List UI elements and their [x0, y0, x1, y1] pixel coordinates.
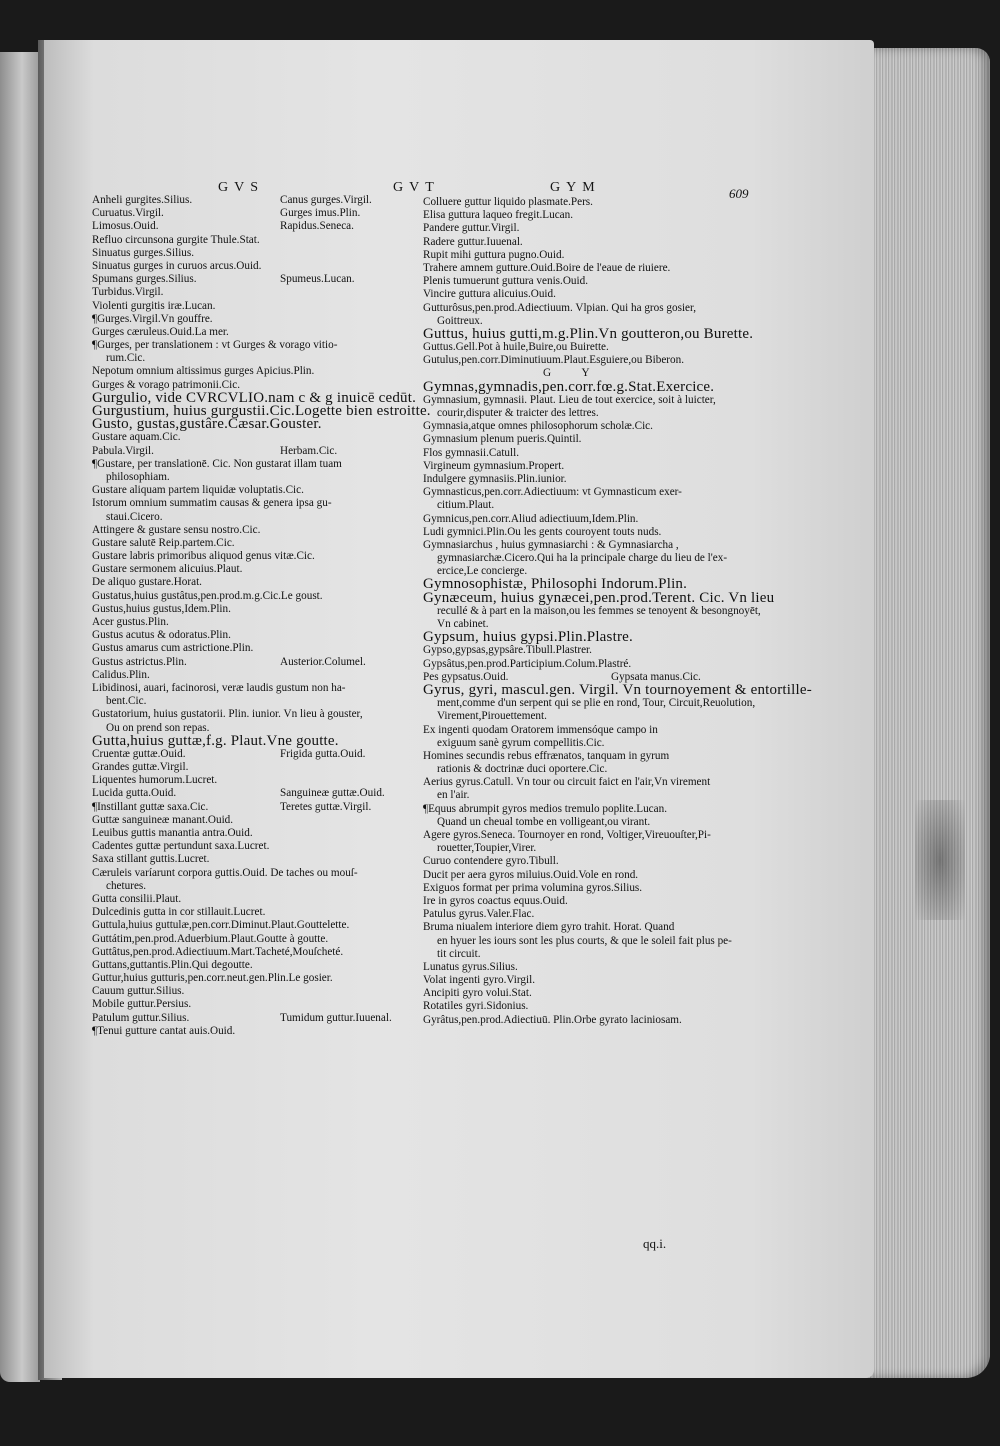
- dictionary-line: [423, 855, 743, 868]
- entry-text: Homines secundis rebus effrænatos, tanquam in gyrum: [423, 749, 670, 762]
- dictionary-line: [92, 273, 412, 286]
- dictionary-line: [92, 893, 412, 906]
- dictionary-line: [92, 590, 412, 603]
- entry-text-secondary: Gurges imus.Plin.: [280, 207, 361, 220]
- entry-text: De aliquo gustare.Horat.: [92, 576, 202, 589]
- entry-text: Pabula.Virgil.: [92, 444, 154, 457]
- dictionary-line: [92, 1012, 412, 1025]
- dictionary-line: [92, 682, 412, 695]
- dictionary-line: [92, 431, 412, 444]
- page-stain: [915, 800, 965, 920]
- dictionary-line: [92, 801, 412, 814]
- dictionary-line: [423, 658, 743, 671]
- dictionary-line: [423, 1000, 743, 1013]
- dictionary-line: [423, 644, 743, 657]
- entry-text: Quand un cheual tombe en volligeant,ou virant.: [437, 815, 651, 828]
- entry-text: Refluo circunsona gurgite Thule.Stat.: [92, 233, 260, 246]
- dictionary-line: [92, 880, 412, 893]
- dictionary-line: [423, 526, 743, 539]
- dictionary-line: [423, 697, 756, 710]
- entry-text: Dulcedinis gutta in cor stillauit.Lucret.: [92, 906, 266, 919]
- dictionary-line: [423, 378, 743, 395]
- entry-text: Guttula,huius guttulæ,pen.corr.Diminut.Plaut.Gouttelette.: [92, 919, 350, 932]
- dictionary-line: [423, 486, 743, 499]
- headword-entry: Gutta,huius guttæ,f.g. Plaut.Vne goutte.: [92, 732, 339, 749]
- dictionary-line: [92, 708, 412, 721]
- dictionary-line: [92, 286, 412, 299]
- entry-text: Guttátim,pen.prod.Aduerbium.Plaut.Goutte à goutte.: [92, 932, 329, 945]
- entry-text: Saxa stillant guttis.Lucret.: [92, 853, 210, 866]
- dictionary-line: [423, 1014, 743, 1027]
- entry-text-secondary: Teretes guttæ.Virgil.: [280, 800, 372, 813]
- dictionary-line: [92, 300, 412, 313]
- running-head-right: GYM: [550, 180, 601, 195]
- headword-entry: Gyrus, gyri, mascul.gen. Virgil. Vn tournoyement & entortille-: [423, 681, 812, 698]
- entry-text: Ire in gyros coactus equus.Ouid.: [423, 894, 568, 907]
- headword-entry: Guttus, huius gutti,m.g.Plin.Vn goutteron,ou Burette.: [423, 325, 754, 342]
- dictionary-line: [423, 737, 743, 750]
- entry-text: Goittreux.: [437, 314, 483, 327]
- dictionary-line: [92, 458, 412, 471]
- headword-entry: Gurgulio, vide CVRCVLIO.nam c & g inuicē cedūt.: [92, 389, 417, 406]
- dictionary-line: [92, 194, 412, 207]
- entry-text: Sinuatus gurges in curuos arcus.Ouid.: [92, 259, 262, 272]
- dictionary-line: [423, 789, 743, 802]
- dictionary-line: [92, 827, 412, 840]
- dictionary-line: [423, 262, 743, 275]
- dictionary-line: [423, 631, 743, 644]
- dictionary-line: [92, 603, 412, 616]
- entry-text-secondary: Canus gurges.Virgil.: [280, 194, 372, 206]
- dictionary-line: [92, 220, 412, 233]
- dictionary-line: [92, 761, 412, 774]
- entry-text: Gutturôsus,pen.prod.Adiectiuum. Vlpian. Qui ha gros gosier,: [423, 301, 697, 314]
- entry-text: Vn cabinet.: [437, 618, 489, 630]
- dictionary-line: [423, 341, 743, 354]
- dictionary-line: [92, 906, 412, 919]
- dictionary-line: [92, 1025, 412, 1038]
- entry-text: Istorum omnium summatim causas & genera ipsa gu-: [92, 497, 332, 510]
- entry-text: ¶Equus abrumpit gyros medios tremulo poplite.Lucan.: [423, 802, 668, 815]
- dictionary-line: [92, 352, 412, 365]
- entry-text: Plenis tumuerunt guttura venis.Ouid.: [423, 275, 588, 288]
- entry-text: Cauum guttur.Silius.: [92, 985, 185, 998]
- page-fore-edge: [858, 48, 990, 1378]
- entry-text: Cruentæ guttæ.Ouid.: [92, 747, 186, 760]
- entry-text: Guttur,huius gutturis,pen.corr.neut.gen.Plin.Le gosier.: [92, 972, 333, 985]
- entry-text: ¶Gurges.Virgil.Vn gouffre.: [92, 312, 213, 325]
- right-column: [423, 196, 812, 1027]
- entry-text: gymnasiarchæ.Cicero.Qui ha la principale charge du lieu de l'ex-: [437, 552, 728, 565]
- entry-text: Rupit mihi guttura pugno.Ouid.: [423, 248, 565, 261]
- section-letters: G Y: [543, 367, 604, 380]
- dictionary-line: [92, 234, 412, 247]
- dictionary-line: [423, 236, 743, 249]
- entry-text: Virement,Pirouettement.: [437, 710, 547, 723]
- entry-text: Libidinosi, auari, facinorosi, veræ laudis gustum non ha-: [92, 681, 346, 694]
- dictionary-line: [423, 842, 743, 855]
- headword-entry: Gypsum, huius gypsi.Plin.Plastre.: [423, 629, 633, 646]
- dictionary-line: [423, 222, 743, 235]
- entry-text: Cæruleis varíarunt corpora guttis.Ouid. De taches ou mouſ-: [92, 866, 358, 879]
- entry-text: philosophiam.: [106, 470, 170, 483]
- dictionary-line: [423, 447, 743, 460]
- entry-text: Gypso,gypsas,gypsâre.Tibull.Plastrer.: [423, 644, 592, 657]
- entry-text-secondary: Frigida gutta.Ouid.: [280, 747, 366, 760]
- dictionary-line: [423, 987, 743, 1000]
- entry-text: Radere guttur.Iuuenal.: [423, 235, 523, 248]
- entry-text: Colluere guttur liquido plasmate.Pers.: [423, 196, 593, 208]
- dictionary-line: [92, 998, 412, 1011]
- dictionary-line: [423, 420, 743, 433]
- entry-text: ¶Instillant guttæ saxa.Cic.: [92, 800, 209, 813]
- dictionary-line: [423, 961, 743, 974]
- dictionary-line: [92, 669, 412, 682]
- entry-text: courir,disputer & traicter des lettres.: [437, 407, 599, 419]
- entry-text-secondary: Spumeus.Lucan.: [280, 273, 355, 286]
- dictionary-line: [423, 948, 743, 961]
- entry-text: Calidus.Plin.: [92, 668, 150, 681]
- entry-text: rouetter,Toupier,Virer.: [437, 842, 537, 855]
- dictionary-line: [92, 814, 412, 827]
- entry-text: Leuibus guttis manantia antra.Ouid.: [92, 827, 253, 839]
- dictionary-line: [423, 750, 743, 763]
- dictionary-line: [423, 288, 743, 301]
- entry-text: Virgineum gymnasium.Propert.: [423, 459, 565, 472]
- entry-text: Gustare aliquam partem liquidæ voluptatis.Cic.: [92, 484, 304, 497]
- entry-text: Gutulus,pen.corr.Diminutiuum.Plaut.Esguiere,ou Biberon.: [423, 354, 685, 367]
- dictionary-line: [92, 511, 412, 524]
- entry-text: Gypsâtus,pen.prod.Participium.Colum.Plastré.: [423, 657, 632, 670]
- entry-text: Pes gypsatus.Ouid.: [423, 670, 509, 683]
- entry-text: rum.Cic.: [106, 352, 146, 365]
- dictionary-line: [92, 732, 412, 749]
- dictionary-line: [423, 803, 743, 816]
- entry-text-secondary: Herbam.Cic.: [280, 444, 338, 457]
- entry-text-secondary: Austerior.Columel.: [280, 655, 366, 668]
- dictionary-line: [423, 908, 743, 921]
- dictionary-line: [423, 552, 743, 565]
- dictionary-line: [92, 550, 412, 563]
- running-head-middle: GVT: [393, 180, 440, 195]
- dictionary-line: [423, 869, 743, 882]
- entry-text: Gymnasia,atque omnes philosophorum scholæ.Cic.: [423, 420, 653, 433]
- entry-text: Ancipiti gyro volui.Stat.: [423, 987, 532, 1000]
- entry-text: Nepotum omnium altissimus gurges Apicius.Plin.: [92, 365, 315, 378]
- dictionary-line: [423, 196, 743, 209]
- entry-text: staui.Cicero.: [106, 510, 163, 523]
- dictionary-line: [423, 407, 743, 420]
- entry-text: Gustare aquam.Cic.: [92, 431, 181, 444]
- entry-text-secondary: Rapidus.Seneca.: [280, 220, 354, 233]
- entry-text: Elisa guttura laqueo fregit.Lucan.: [423, 209, 574, 222]
- entry-text-secondary: Tumidum guttur.Iuuenal.: [280, 1011, 392, 1024]
- dictionary-line: [92, 471, 412, 484]
- entry-text: ¶Gurges, per translationem : vt Gurges & vorago vitio-: [92, 339, 338, 352]
- dictionary-line: [423, 473, 743, 486]
- entry-text: Gyrâtus,pen.prod.Adiectiuū. Plin.Orbe gyrato laciniosam.: [423, 1013, 682, 1026]
- entry-text: Acer gustus.Plin.: [92, 616, 169, 628]
- entry-text: Lunatus gyrus.Silius.: [423, 960, 518, 973]
- entry-text: Exiguos format per prima volumina gyros.Silius.: [423, 881, 643, 894]
- entry-text: chetures.: [106, 879, 147, 892]
- dictionary-line: [423, 776, 743, 789]
- entry-text: Gymnasiarchus , huius gymnasiarchi : & Gymnasiarcha ,: [423, 538, 679, 551]
- dictionary-line: [92, 247, 412, 260]
- entry-text: Ex ingenti quodam Oratorem immensóque campo in: [423, 723, 658, 736]
- dictionary-line: [423, 589, 775, 606]
- dictionary-line: [423, 921, 743, 934]
- entry-text: Gustare salutē Reip.partem.Cic.: [92, 536, 235, 549]
- dictionary-line: [423, 724, 743, 737]
- dictionary-line: [423, 275, 743, 288]
- entry-text: ¶Gustare, per translationē. Cic. Non gustarat illam tuam: [92, 457, 342, 470]
- entry-text: Gurges & vorago patrimonii.Cic.: [92, 378, 241, 391]
- dictionary-line: [92, 695, 412, 708]
- dictionary-line: [423, 974, 743, 987]
- entry-text: Patulus gyrus.Valer.Flac.: [423, 908, 535, 921]
- entry-text: Cadentes guttæ pertundunt saxa.Lucret.: [92, 840, 270, 853]
- entry-text: en hyuer les iours sont les plus courts, & que le soleil fait plus pe-: [437, 934, 732, 947]
- entry-text: Violenti gurgitis iræ.Lucan.: [92, 299, 216, 312]
- dictionary-line: [92, 445, 412, 458]
- entry-text: Gustus acutus & odoratus.Plin.: [92, 629, 231, 642]
- entry-text: rationis & doctrinæ duci oportere.Cic.: [437, 763, 608, 776]
- dictionary-line: [92, 867, 412, 880]
- dictionary-line: [92, 497, 412, 510]
- dictionary-line: [423, 935, 743, 948]
- headword-entry: Gynæceum, huius gynæcei,pen.prod.Terent. Cic. Vn lieu: [423, 589, 775, 606]
- entry-text: Turbidus.Virgil.: [92, 286, 164, 299]
- entry-text: Indulgere gymnasiis.Plin.iunior.: [423, 472, 567, 485]
- entry-text: Patulum guttur.Silius.: [92, 1011, 190, 1024]
- entry-text: ment,comme d'un serpent qui se plie en rond, Tour, Circuit,Reuolution,: [437, 697, 756, 710]
- entry-text: Flos gymnasii.Catull.: [423, 446, 520, 459]
- dictionary-line: [423, 302, 743, 315]
- entry-text: ercice,Le concierge.: [437, 565, 528, 578]
- entry-text-secondary: Sanguineæ guttæ.Ouid.: [280, 787, 385, 800]
- entry-text: Gustare labris primoribus aliquod genus vitæ.Cic.: [92, 550, 315, 563]
- running-head-left: GVS: [218, 180, 265, 195]
- dictionary-line: [92, 919, 412, 932]
- dictionary-line: [92, 326, 412, 339]
- entry-text: bent.Cic.: [106, 695, 147, 708]
- entry-text: citium.Plaut.: [437, 499, 495, 512]
- dictionary-line: [92, 576, 412, 589]
- dictionary-line: [92, 946, 412, 959]
- dictionary-line: [423, 829, 743, 842]
- entry-text: Curuo contendere gyro.Tibull.: [423, 855, 559, 868]
- entry-text: exiguum sanè gyrum compellitis.Cic.: [437, 736, 605, 749]
- dictionary-line: [423, 249, 743, 262]
- dictionary-line: [92, 537, 412, 550]
- entry-text: Guttæ sanguineæ manant.Ouid.: [92, 813, 234, 826]
- entry-text: Pandere guttur.Virgil.: [423, 222, 520, 235]
- entry-text: Limosus.Ouid.: [92, 220, 159, 233]
- entry-text: Grandes guttæ.Virgil.: [92, 761, 189, 774]
- dictionary-line: [423, 882, 743, 895]
- page-number: 609: [729, 186, 749, 201]
- entry-text: Guttus.Gell.Pot à huile,Buire,ou Buirette.: [423, 341, 609, 354]
- entry-text: Gustatus,huius gustâtus,pen.prod.m.g.Cic.Le goust.: [92, 589, 323, 602]
- dictionary-line: [92, 207, 412, 220]
- entry-text: Agere gyros.Seneca. Tournoyer en rond, Voltiger,Vireuouſter,Pi-: [423, 829, 711, 841]
- entry-text: Lucida gutta.Ouid.: [92, 787, 177, 800]
- dictionary-line: [92, 959, 412, 972]
- entry-text: Ou on prend son repas.: [106, 721, 210, 734]
- dictionary-line: [423, 513, 743, 526]
- entry-text: Volat ingenti gyro.Virgil.: [423, 974, 536, 987]
- entry-text: Ducit per aera gyros miluius.Ouid.Vole en rond.: [423, 868, 639, 881]
- left-page-edge: [0, 52, 40, 1382]
- dictionary-line: [92, 853, 412, 866]
- entry-text: Gustare sermonem alicuius.Plaut.: [92, 563, 243, 576]
- headword-entry: Gusto, gustas,gustâre.Cæsar.Gouster.: [92, 416, 322, 433]
- headword-entry: Gymnosophistæ, Philosophi Indorum.Plin.: [423, 576, 688, 593]
- entry-text: Sinuatus gurges.Silius.: [92, 246, 195, 259]
- entry-text: Gustatorium, huius gustatorii. Plin. iunior. Vn lieu à gouster,: [92, 708, 363, 721]
- dictionary-line: [423, 394, 743, 407]
- dictionary-line: [92, 985, 412, 998]
- entry-text: Rotatiles gyri.Sidonius.: [423, 1000, 529, 1013]
- headword-entry: Gurgustium, huius gurgustii.Cic.Logette bien estroitte.: [92, 403, 431, 419]
- entry-text-secondary: Gypsata manus.Cic.: [611, 670, 701, 683]
- entry-text: Anheli gurgites.Silius.: [92, 194, 193, 206]
- entry-text: Gymnasium, gymnasii. Plaut. Lieu de tout exercice, soit à luicter,: [423, 393, 716, 406]
- dictionary-line: [92, 616, 412, 629]
- entry-text: Mobile guttur.Persius.: [92, 998, 192, 1011]
- entry-text: Gymnicus,pen.corr.Aliud adiectiuum,Idem.Plin.: [423, 512, 639, 525]
- dictionary-line: [92, 313, 412, 326]
- dictionary-line: [423, 763, 743, 776]
- entry-text: Gustus amarus cum astrictione.Plin.: [92, 642, 254, 655]
- dictionary-line: [423, 816, 743, 829]
- dictionary-line: [92, 365, 412, 378]
- entry-text: Curuatus.Virgil.: [92, 207, 164, 220]
- dictionary-line: [423, 710, 743, 723]
- entry-text: tit circuit.: [437, 947, 481, 960]
- entry-text: Vincire guttura alicuius.Ouid.: [423, 288, 556, 301]
- dictionary-line: [423, 499, 743, 512]
- dictionary-line: [423, 895, 743, 908]
- dictionary-line: [423, 433, 743, 446]
- entry-text: ¶Tenui gutture cantat auis.Ouid.: [92, 1024, 236, 1037]
- dictionary-line: [423, 539, 743, 552]
- dictionary-line: [423, 209, 743, 222]
- entry-text: Gutta consilii.Plaut.: [92, 892, 182, 905]
- dictionary-line: [92, 629, 412, 642]
- headword-entry: Gymnas,gymnadis,pen.corr.fœ.g.Stat.Exercice.: [423, 378, 715, 395]
- dictionary-line: [92, 840, 412, 853]
- entry-text: Guttâtus,pen.prod.Adiectiuum.Mart.Tacheté,Mouſcheté.: [92, 945, 344, 958]
- dictionary-line: [423, 325, 754, 342]
- dictionary-line: [92, 484, 412, 497]
- dictionary-line: [423, 354, 743, 367]
- dictionary-line: [92, 787, 412, 800]
- entry-text: en l'air.: [437, 789, 470, 802]
- entry-text: Liquentes humorum.Lucret.: [92, 774, 218, 787]
- dictionary-line: [92, 563, 412, 576]
- dictionary-line: [92, 774, 412, 787]
- dictionary-line: [92, 418, 412, 431]
- dictionary-line: [423, 460, 743, 473]
- dictionary-line: [92, 656, 412, 669]
- dictionary-line: [92, 972, 412, 985]
- dictionary-line: [92, 933, 412, 946]
- left-column: [92, 194, 431, 1038]
- entry-text: recullé & à part en la maison,ou les femmes se tenoyent & besongnoyēt,: [437, 604, 761, 617]
- dictionary-line: [423, 604, 761, 618]
- entry-text: Gymnasticus,pen.corr.Adiectiuum: vt Gymnasticum exer-: [423, 486, 682, 499]
- signature-mark: qq.i.: [643, 1236, 667, 1251]
- entry-text: Gymnasium plenum pueris.Quintil.: [423, 433, 582, 446]
- dictionary-line: [92, 339, 412, 352]
- dictionary-line: [423, 681, 812, 698]
- dictionary-line: [92, 748, 412, 761]
- entry-text: Trahere amnem gutture.Ouid.Boire de l'eaue de riuiere.: [423, 261, 671, 274]
- entry-text: Gustus,huius gustus,Idem.Plin.: [92, 602, 231, 615]
- dictionary-line: [92, 260, 412, 273]
- dictionary-line: [92, 524, 412, 537]
- entry-text: Guttans,guttantis.Plin.Qui degoutte.: [92, 958, 253, 971]
- entry-text: Aerius gyrus.Catull. Vn tour ou circuit faict en l'air,Vn virement: [423, 776, 711, 789]
- dictionary-line: [92, 642, 412, 655]
- entry-text: Attingere & gustare sensu nostro.Cic.: [92, 523, 261, 536]
- entry-text: Gustus astrictus.Plin.: [92, 655, 187, 668]
- entry-text: Bruma niualem interiore diem gyro trahit. Horat. Quand: [423, 921, 675, 934]
- entry-text: Gurges cæruleus.Ouid.La mer.: [92, 325, 229, 338]
- entry-text: Ludi gymnici.Plin.Ou les gents couroyent touts nuds.: [423, 525, 662, 538]
- entry-text: Spumans gurges.Silius.: [92, 273, 197, 286]
